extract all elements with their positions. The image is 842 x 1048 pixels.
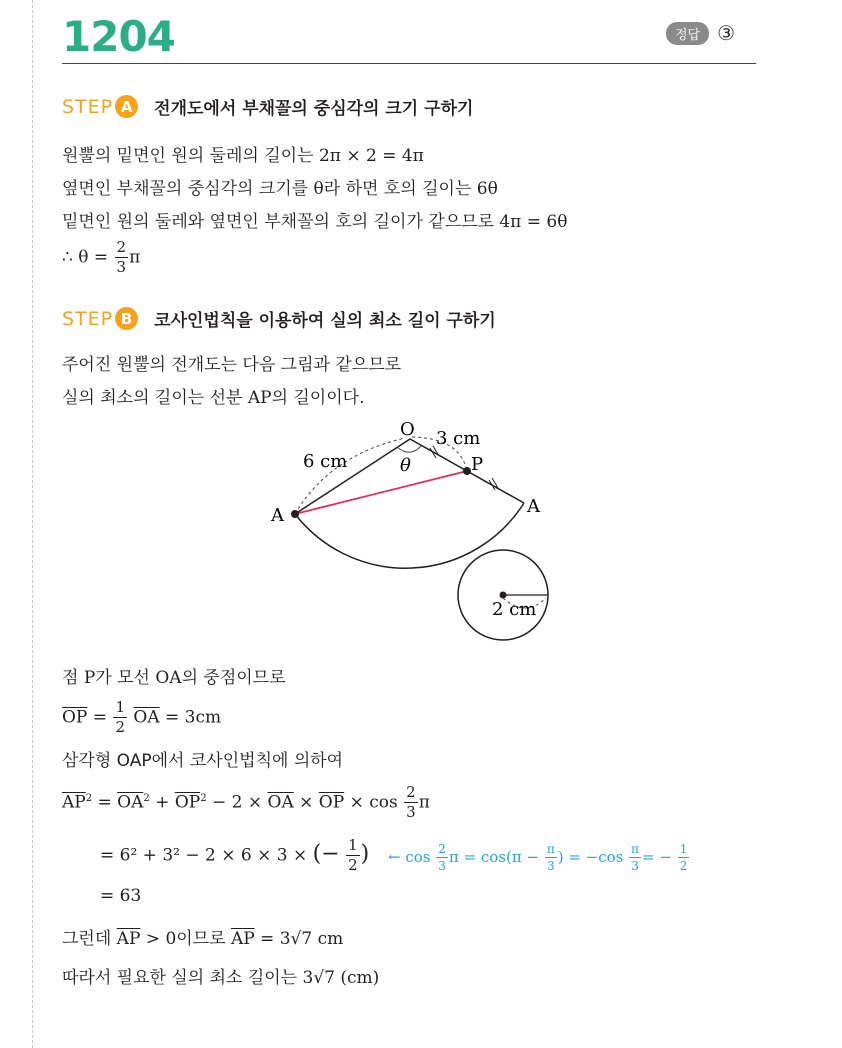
math: $\overline{AP}$ bbox=[62, 792, 86, 813]
math: AP bbox=[247, 388, 272, 408]
text: 점 bbox=[62, 668, 84, 688]
math: θ bbox=[313, 179, 324, 199]
numerator: π bbox=[546, 842, 555, 856]
math: $\overline{AP}$ bbox=[230, 929, 255, 949]
segment-ap bbox=[295, 471, 467, 514]
label-6cm: 6 cm bbox=[303, 451, 348, 472]
solution-line-7 bbox=[62, 924, 343, 949]
denominator: 2 bbox=[115, 718, 125, 736]
denominator: 2 bbox=[348, 856, 358, 874]
step-title: 전개도에서 부채꼴의 중심각의 크기 구하기 bbox=[154, 99, 474, 119]
math: (− bbox=[312, 841, 340, 867]
math: $\overline{OP}$ bbox=[174, 792, 201, 813]
solution-line-2 bbox=[62, 700, 221, 735]
label-o: O bbox=[400, 419, 415, 440]
math: = 3cm bbox=[165, 707, 222, 728]
math: π bbox=[418, 792, 430, 813]
label-theta: θ bbox=[400, 455, 411, 476]
numerator: 2 bbox=[406, 783, 416, 801]
math: π = cos(π − bbox=[448, 848, 540, 866]
math: 2 bbox=[85, 792, 93, 804]
fraction bbox=[404, 785, 418, 820]
math: = 3√7 cm bbox=[254, 929, 344, 949]
angle-mark bbox=[397, 446, 421, 452]
text: 옆면인 부채꼴의 중심각의 크기를 bbox=[62, 179, 314, 199]
math: π bbox=[129, 247, 141, 268]
text: 의 길이이다. bbox=[271, 388, 365, 408]
math: ) bbox=[360, 841, 370, 867]
math: = − bbox=[642, 848, 672, 866]
math: $\overline{OA}$ bbox=[117, 792, 144, 813]
math: × cos bbox=[349, 792, 398, 813]
math: ) = −cos bbox=[557, 848, 624, 866]
text: 그런데 bbox=[62, 929, 117, 949]
fraction bbox=[545, 843, 557, 872]
text: 원뿔의 밑면인 원의 둘레의 길이는 bbox=[62, 146, 319, 166]
numerator: 1 bbox=[348, 836, 358, 854]
step-b-line-1: 주어진 원뿔의 전개도는 다음 그림과 같으므로 bbox=[62, 355, 402, 375]
math: 6θ bbox=[476, 179, 498, 199]
solution-line-4 bbox=[62, 785, 430, 820]
math: P bbox=[83, 668, 96, 688]
math: 2 bbox=[200, 792, 207, 804]
fraction bbox=[346, 838, 360, 873]
math: = 6² + 3² − 2 × 6 × 3 × bbox=[100, 845, 313, 866]
denominator: 3 bbox=[546, 859, 555, 873]
solution-line-6: = 63 bbox=[100, 886, 142, 906]
math: × bbox=[299, 792, 314, 813]
label-a-left: A bbox=[271, 505, 284, 526]
base-center bbox=[500, 592, 507, 599]
solution-line-8 bbox=[62, 963, 379, 988]
fraction bbox=[113, 700, 127, 735]
text: 따라서 필요한 실의 최소 길이는 bbox=[62, 968, 303, 988]
step-tag: STEP bbox=[62, 307, 114, 330]
numerator: 2 bbox=[116, 238, 127, 256]
text: 실의 최소의 길이는 선분 bbox=[62, 388, 248, 408]
step-letter-badge: B bbox=[115, 307, 138, 330]
fraction bbox=[436, 843, 448, 872]
text: 밑면인 원의 둘레와 옆면인 부채꼴의 호의 길이가 같으므로 bbox=[62, 212, 500, 232]
label-p: P bbox=[471, 454, 484, 475]
label-3cm: 3 cm bbox=[436, 428, 481, 449]
text: 가 모선 bbox=[95, 668, 156, 688]
step-title: 코사인법칙을 이용하여 실의 최소 길이 구하기 bbox=[154, 311, 496, 331]
math: + bbox=[155, 792, 170, 813]
math: 3√7 (cm) bbox=[302, 968, 380, 988]
math: $\overline{OP}$ bbox=[62, 707, 88, 728]
math: $\overline{OA}$ bbox=[267, 792, 294, 813]
denominator: 3 bbox=[438, 859, 446, 873]
math: > 0이므로 bbox=[140, 929, 231, 949]
math: 2 bbox=[143, 792, 150, 804]
solution-line-5 bbox=[100, 838, 369, 873]
numerator: 1 bbox=[679, 842, 688, 856]
sector-arc bbox=[295, 503, 524, 568]
math: 2π × 2 = 4π bbox=[318, 146, 424, 166]
solution-line-1 bbox=[62, 663, 286, 688]
numerator: 2 bbox=[438, 842, 446, 856]
math: − 2 × bbox=[211, 792, 263, 813]
numerator: π bbox=[631, 842, 640, 856]
solution-line-3: 삼각형 OAP에서 코사인법칙에 의하여 bbox=[62, 751, 344, 771]
math: = bbox=[97, 792, 112, 813]
answer-badge: 정답 bbox=[666, 22, 709, 45]
denominator: 3 bbox=[406, 803, 416, 821]
label-2cm: 2 cm bbox=[492, 599, 537, 620]
denominator: 3 bbox=[631, 859, 639, 873]
math: $\overline{AP}$ bbox=[116, 929, 141, 949]
denominator: 2 bbox=[679, 859, 688, 873]
point-a bbox=[291, 510, 299, 518]
denominator: 3 bbox=[116, 258, 127, 276]
point-p bbox=[463, 467, 471, 475]
math: 4π = 6θ bbox=[499, 212, 568, 232]
text: 라 하면 호의 길이는 bbox=[323, 179, 477, 199]
math: $\overline{OA}$ bbox=[133, 707, 160, 728]
answer-value: ③ bbox=[717, 21, 736, 45]
math: ∴ θ = bbox=[62, 247, 109, 268]
math: OA bbox=[155, 668, 182, 688]
side-note bbox=[388, 843, 690, 872]
fraction bbox=[629, 843, 641, 872]
numerator: 1 bbox=[115, 698, 125, 716]
math: ← cos bbox=[388, 848, 431, 866]
step-tag: STEP bbox=[62, 95, 114, 118]
text: 의 중점이므로 bbox=[181, 668, 286, 688]
step-letter-badge: A bbox=[115, 95, 138, 118]
math: = bbox=[92, 707, 108, 728]
math: $\overline{OP}$ bbox=[318, 792, 345, 813]
fraction bbox=[678, 843, 690, 872]
problem-number: 1204 bbox=[62, 12, 175, 61]
label-a-right: A bbox=[527, 496, 540, 517]
